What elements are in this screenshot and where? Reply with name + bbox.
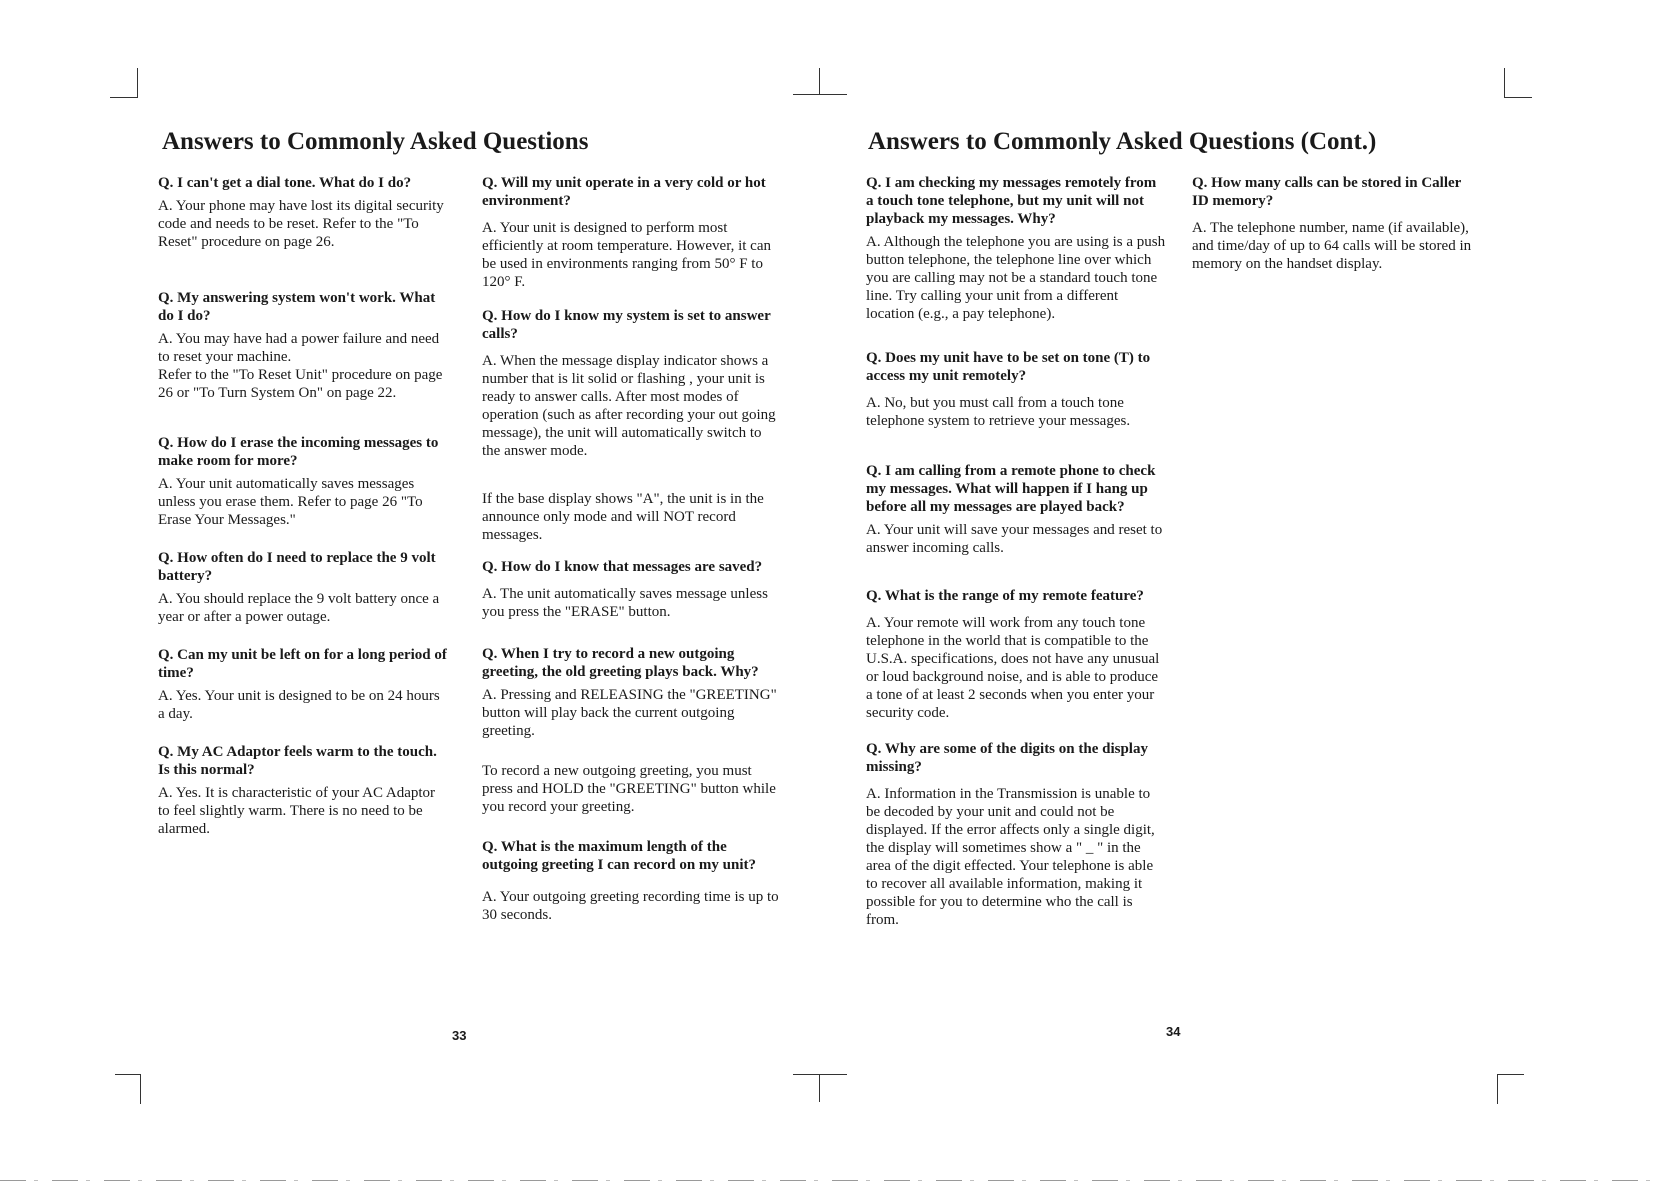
faq-question: Q. Why are some of the digits on the display missing? [866, 741, 1148, 775]
faq-question: Q. Can my unit be left on for a long period of time? [158, 647, 447, 681]
faq-answer: A. Your phone may have lost its digital security code and needs to be reset. Refer to the "To Reset" procedure on page 26. [158, 198, 444, 250]
faq-question: Q. I can't get a dial tone. What do I do? [158, 175, 412, 191]
crop-mark [793, 1074, 847, 1075]
faq-item [158, 174, 448, 251]
faq-answer: A. Your remote will work from any touch tone telephone in the world that is compatible to the U.S.A. specifications, does not have any unusual or loud background noise, and is able to produce a tone of at least 2 seconds when you enter your security code. [866, 615, 1160, 721]
faq-item [866, 349, 1166, 430]
faq-answer: A. When the message display indicator shows a number that is lit solid or flashing , your unit is ready to answer calls. After most modes of operation (such as after recording your out going message), the unit will automatically switch to the answer mode. [482, 353, 776, 459]
faq-item [482, 645, 782, 740]
faq-item [482, 174, 782, 291]
faq-question: Q. How do I know that messages are saved? [482, 559, 763, 575]
faq-item [158, 646, 448, 723]
crop-mark [140, 1074, 141, 1104]
faq-item [482, 838, 782, 924]
page-number-left: 33 [452, 1028, 467, 1043]
faq-item [482, 558, 782, 621]
crop-mark [819, 68, 820, 95]
faq-answer: A. No, but you must call from a touch tone telephone system to retrieve your messages. [866, 395, 1131, 429]
faq-item [866, 587, 1166, 722]
crop-mark [1504, 68, 1505, 98]
faq-item [158, 434, 448, 529]
faq-item [158, 549, 448, 626]
page-title-left: Answers to Commonly Asked Questions [162, 128, 589, 155]
crop-mark [1504, 97, 1532, 98]
faq-item [482, 307, 782, 460]
right-page-column-2 [1192, 174, 1472, 273]
left-page-column-1 [158, 174, 448, 838]
faq-answer: A. Pressing and RELEASING the "GREETING" button will play back the current outgoing greeting. [482, 687, 777, 739]
faq-answer: A. Your unit is designed to perform most efficiently at room temperature. However, it can be used in environments ranging from 50° F to 120° F. [482, 220, 771, 290]
faq-answer: A. Your unit automatically saves messages unless you erase them. Refer to page 26 "To Erase Your Messages." [158, 476, 423, 528]
faq-item [1192, 174, 1472, 273]
faq-question: Q. Does my unit have to be set on tone (T) to access my unit remotely? [866, 350, 1151, 384]
faq-item [866, 174, 1166, 323]
right-page-column-1 [866, 174, 1166, 929]
page-number-right: 34 [1166, 1024, 1181, 1039]
faq-answer: A. The unit automatically saves message unless you press the "ERASE" button. [482, 586, 768, 620]
faq-question: Q. What is the maximum length of the outgoing greeting I can record on my unit? [482, 839, 757, 873]
faq-answer: A. Information in the Transmission is unable to be decoded by your unit and could not be displayed. If the error affects only a single digit, the display will sometimes show a " _ " in the area of the digit effected. Your telephone is able to recover all available information, making it possible for you to determine who the call is from. [866, 786, 1155, 928]
faq-answer: A. You should replace the 9 volt battery once a year or after a power outage. [158, 591, 440, 625]
faq-question: Q. Will my unit operate in a very cold or hot environment? [482, 175, 766, 209]
faq-question: Q. When I try to record a new outgoing greeting, the old greeting plays back. Why? [482, 646, 759, 680]
crop-mark [1497, 1074, 1498, 1104]
faq-question: Q. How many calls can be stored in Caller ID memory? [1192, 175, 1462, 209]
faq-answer: A. Yes. It is characteristic of your AC Adaptor to feel slightly warm. There is no need to be alarmed. [158, 785, 436, 837]
faq-question: Q. How often do I need to replace the 9 volt battery? [158, 550, 436, 584]
faq-answer: To record a new outgoing greeting, you must press and HOLD the "GREETING" button while you record your greeting. [482, 763, 776, 815]
crop-mark [1497, 1074, 1524, 1075]
faq-answer: A. You may have had a power failure and need to reset your machine. Refer to the "To Reset Unit" procedure on page 26 or "To Turn System On" on page 22. [158, 331, 443, 401]
faq-item [158, 743, 448, 838]
crop-mark [115, 1074, 141, 1075]
faq-item [482, 762, 782, 816]
page-title-right: Answers to Commonly Asked Questions (Cont.) [868, 128, 1377, 155]
crop-mark [137, 68, 138, 98]
crop-mark [110, 97, 138, 98]
faq-item [482, 490, 782, 544]
faq-answer: A. Your outgoing greeting recording time is up to 30 seconds. [482, 889, 779, 923]
left-page-column-2 [482, 174, 782, 924]
faq-question: Q. My answering system won't work. What do I do? [158, 290, 436, 324]
faq-answer: A. The telephone number, name (if available), and time/day of up to 64 calls will be stored in memory on the handset display. [1192, 220, 1472, 272]
faq-answer: If the base display shows "A", the unit is in the announce only mode and will NOT record messages. [482, 491, 764, 543]
faq-question: Q. How do I know my system is set to answer calls? [482, 308, 771, 342]
faq-question: Q. I am checking my messages remotely from a touch tone telephone, but my unit will not playback my messages. Why? [866, 175, 1157, 227]
faq-question: Q. My AC Adaptor feels warm to the touch. Is this normal? [158, 744, 437, 778]
faq-answer: A. Although the telephone you are using is a push button telephone, the telephone line over which you are calling may not be a standard touch tone line. Try calling your unit from a different location (e.g., a pay telephone). [866, 234, 1166, 322]
faq-item [866, 462, 1166, 557]
scan-edge-line [0, 1180, 1656, 1181]
faq-item [158, 289, 448, 402]
faq-question: Q. What is the range of my remote feature? [866, 588, 1144, 604]
faq-answer: A. Yes. Your unit is designed to be on 24 hours a day. [158, 688, 440, 722]
faq-answer: A. Your unit will save your messages and reset to answer incoming calls. [866, 522, 1163, 556]
faq-item [866, 740, 1166, 929]
faq-question: Q. How do I erase the incoming messages to make room for more? [158, 435, 439, 469]
crop-mark [793, 94, 847, 95]
faq-question: Q. I am calling from a remote phone to check my messages. What will happen if I hang up before all my messages are played back? [866, 463, 1156, 515]
crop-mark [819, 1074, 820, 1102]
